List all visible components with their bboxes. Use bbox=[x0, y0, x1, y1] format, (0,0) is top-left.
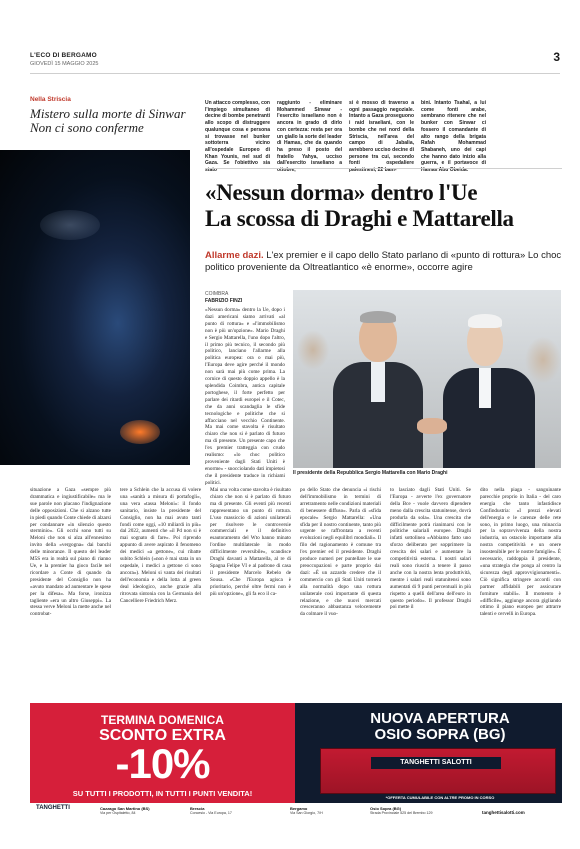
ad-storefront-image bbox=[320, 748, 556, 794]
ad-location: Cazzago San Martino (BS) Via per Ospitaletto, 84 bbox=[100, 806, 150, 815]
article-subtitle bbox=[205, 250, 562, 274]
ad-termina: TERMINA DOMENICA bbox=[101, 713, 224, 727]
article-photo bbox=[293, 290, 561, 468]
publication-date: GIOVEDÌ 15 MAGGIO 2025 bbox=[30, 61, 99, 67]
body-column-2: tere a Schlein che la accusa di volere una «sanità a misura di portafogli», una vera «tassa Meloni»: il fondo sanitario, insiste la presidente del Consiglio, non ha mai avuto tanti fondi come oggi, «10 miliardi in più» dal 2022, aumenti che «il Pd non si è mai sognato di fare». Poi riprendo appunto di avere aspirato il fenomeno dei medici «a gettone», cui ribatte subito Schlein («non è mai stata in un ospedale, i medici a gettone ci sono ancora»). Meloni si vanta dei risultati dell'economia e della lotta al green deal ideologico, anche grazie alla ritrovata sintonia con la Germania del Cancelliere Friedrich Merz. bbox=[120, 487, 201, 604]
sidebar-kicker: Nella Striscia bbox=[30, 96, 71, 103]
lead-column bbox=[205, 307, 285, 487]
sidebar-story bbox=[30, 96, 190, 135]
body-column-3: Mai una volta come stavolta è risultato chiaro che non si è parlato di futuro ma di presente. Gli eventi più recenti rappresentano un punto di rottura. L'uso massiccio di azioni unilaterali per risolvere le controversie commerciali e il definitivo esautoramento del Wto hanno minato l'ordine multilaterale in modo difficilmente reversibile», scandisce Draghi davanti a Mattarella, al re di Spagna Felipe VI e al padrone di casa il presidente Marcelo Rebelo de Sousa. «Che l'Europa agisca è prioritario, perché oltre fermi non è più un'opzione», gli fa eco il ca- bbox=[210, 487, 291, 597]
ad-location: Osio Sopra (BG) Strada Provinciale 525 del Brembo 129 bbox=[370, 806, 433, 815]
dateline: COIMBRA bbox=[205, 291, 229, 297]
top-column-2: raggiunto - eliminare Mohammed Sinwar - l'esercito israeliano non è ancora in grado di dirlo con certezza: resta per ora un giallo la sorte del leader di Hamas, che da quando ha preso il posto del fratello Yahya, ucciso dall'esercito israeliano a ottobre, bbox=[277, 100, 342, 174]
article-body-columns bbox=[30, 487, 562, 687]
ad-note: *OFFERTA CUMULABILE CON ALTRE PROMO IN CORSO bbox=[385, 795, 495, 800]
body-column-4: po dello Stato che denuncia «i rischi dell'immobilismo in termini di arretramento nelle condizioni materiali di benessere diffuso». Parla di «sfida epocale» Sergio Mattarella: «Una sfida per il nostro continente, tanto più urgente se raffrontata a recenti evoluzioni negli equilibri mondiali». Il filo del ragionamento è comune tra l'ex premier ed il presidente. Draghi produce numeri per puntellare le sue preoccupazioni e parte proprio dai dazi: «È un azzardo credere che il commercio con gli Stati Uniti tornerà alla normalità dopo una rottura unilaterale così importante di questa relazione, e che nuovi mercati cresceranno abbastanza velocemente da colmare il vuo- bbox=[300, 487, 381, 618]
body-column-6: dito nella piaga - sanguinante parecchie proprio in Italia - del caro energia che tanto infastidisce Confindustria: «I prezzi elevati dell'energia e le carenze delle rete sono, in primo luogo, una minaccia per la sopravvivenza della nostra industria, un ostacolo importante alla nostra competitività e un onere insostenibile per le nostre famiglie». È necessario, raddoppia il presidente, «una strategia che ponga al centro la sicurezza degli approvvigionamenti». Ciò significa stringere accordi con partner affidabili per assicurare forniture stabili». Il momento è «difficile», aggiunge ancora gigliando ottimo il piano europeo per attrarre talenti e cervelli in Europa. bbox=[480, 487, 561, 618]
ad-location: Brescia Concesio - Via Europa, 17 bbox=[190, 806, 232, 815]
masthead: L'ECO DI BERGAMO bbox=[30, 52, 97, 59]
ad-location: Bergamo Via San Giorgio, 7/H bbox=[290, 806, 323, 815]
article-headline bbox=[205, 180, 565, 232]
advertisement[interactable] bbox=[30, 703, 562, 821]
ad-new-opening: NUOVA APERTURA bbox=[370, 710, 510, 727]
body-column-5: to lasciato dagli Stati Uniti. Se l'Europa - avverte l'ex governatore della Bce - vuole davvero dipendere meno dalla crescita statunitense, dovrà produrla da sola». Una crescita che difficilmente potrà rianimarsi con le politiche salariali europee. Draghi infatti sottolinea «Abbiamo fatto uno sforzo deliberato per sopprimere la crescita dei salari e aumentare la competitività esterna. I nostri salari reali sono riusciti a tenere il passo anche con la nostra lenta produttività, mentre i salari reali statunitensi sono aumentati di 9 punti percentuali in più rispetto a quelli dell'area dell'euro in questo periodo». Il professor Draghi poi mette il bbox=[390, 487, 471, 611]
ad-percent: -10% bbox=[115, 740, 210, 787]
top-column-1: Un attacco complesso, con l'impiego simultaneo di decine di bombe penetranti allo scopo di distruggere qualunque cosa e persona si trovasse nel bunker sottoterra vicino all'ospedale Europeo di Khan Younis, nel sud di Gaza. Se l'obiettivo sia stato bbox=[205, 100, 271, 174]
sidebar-continuation-columns bbox=[205, 100, 562, 174]
subtitle-tag: Allarme dazi. bbox=[205, 250, 264, 261]
headline-line-1: «Nessun dorma» dentro l'Ue bbox=[205, 180, 478, 205]
ad-opening-location: OSIO SOPRA (BG) bbox=[374, 726, 506, 743]
page-number: 3 bbox=[553, 50, 560, 64]
sidebar-headline: Mistero sulla morte di Sinwar Non ci sono conferme bbox=[30, 106, 186, 135]
lead-column-text: «Nessun dorma» dentro la Ue, dopo i dazi americani siamo arrivati «al punto di rottura» e «l'immobilismo non è più un'opzione». Mario Draghi e Sergio Mattarella, l'uno dopo l'altro, il primo più tecnico, il secondo più politico, lanciano l'allarme alla politica europea: ora o mai più, l'Europa deve agire perché il mondo non sarà mai più come prima. La cornice di questo doppio appello è la splendida Coimbra, antica capitale portoghese, il forte perfetto per parlare dei ritardi europei e il Cotec, che da anni scandaglia le sfide tecnologiche e politiche che si affacciano nel vecchio Continente. Ma mai come stavolta è risultato chiaro che non si è parlato di futuro ma di presente. Un presente capo che l'ex premier tratteggia con crudo realismo: «lo choc politico proveniente dagli Stati Uniti è enorme» - snocciolando dati impietosi che il presidente traduce in richiami politici. bbox=[205, 307, 285, 486]
ad-website-link[interactable]: tanghettisalotti.com bbox=[482, 810, 525, 815]
ad-sconto: SCONTO EXTRA bbox=[99, 727, 226, 744]
body-column-1: situazione a Gaza «sempre più drammatica e ingiustificabile» ma le sue parole non placano l'indignazione delle opposizioni. Che si alzano tutte in piedi quando Conte chiede di alzarsi per condannare «in silenzio questo sterminio». Gli occhi sono tutti su Meloni che non si alza all'ennesimo invito della «vergogna» dai banchi delle minoranze. Il questo del leader M5S era in realtà sul piano di rianno Ue, e la premier ha gioco facile nel ricordare a Conte di quando da presidente del Consiglio non ha «avuto mandato ad aumentare le spese per la difesa». Ma forse, ironizza tagliente «era un altro Giuseppi». La stessa verve Meloni la mette anche nel controbat- bbox=[30, 487, 111, 618]
byline bbox=[205, 291, 285, 305]
headline-line-2: La scossa di Draghi e Mattarella bbox=[205, 206, 514, 231]
sidebar-photo bbox=[0, 150, 190, 465]
page-header bbox=[30, 52, 560, 74]
subtitle-text: L'ex premier e il capo dello Stato parlano di «punto di rottura» Lo choc politico proveniente da Oltreatlantico «è enorme», occorre agire bbox=[205, 250, 562, 273]
top-column-4: bini. Intanto Tsahal, a lui come fonti arabe, sembrano ritenere che nel bunker con Sinwar ci fossero il comandante di alto rango della brigata Rafah Mohammad Shabaneh, uno dei capi che hanno dato inizio alla guerra, e il portavoce di Hamas Abu Obeida. bbox=[421, 100, 486, 174]
ad-all-products: SU TUTTI I PRODOTTI, IN TUTTI I PUNTI VENDITA! bbox=[72, 789, 253, 798]
store-sign: TANGHETTI SALOTTI bbox=[371, 757, 501, 769]
ad-logo: TANGHETTI bbox=[36, 805, 70, 811]
top-column-3: si è mosso di traverso a ogni passaggio negoziale. Intanto a Gaza proseguono i raid israeliani, con le bombe che nei nord della Striscia, nell'area del campo di Jabalia, avrebbero ucciso decine di persone tra cui, secondo fonti ospedaliere palestinesi, 22 bam- bbox=[349, 100, 414, 174]
photo-caption: Il presidente della Repubblica Sergio Mattarella con Mario Draghi bbox=[293, 470, 448, 476]
author: FABRIZIO FINZI bbox=[205, 298, 243, 304]
section-divider bbox=[205, 168, 562, 169]
